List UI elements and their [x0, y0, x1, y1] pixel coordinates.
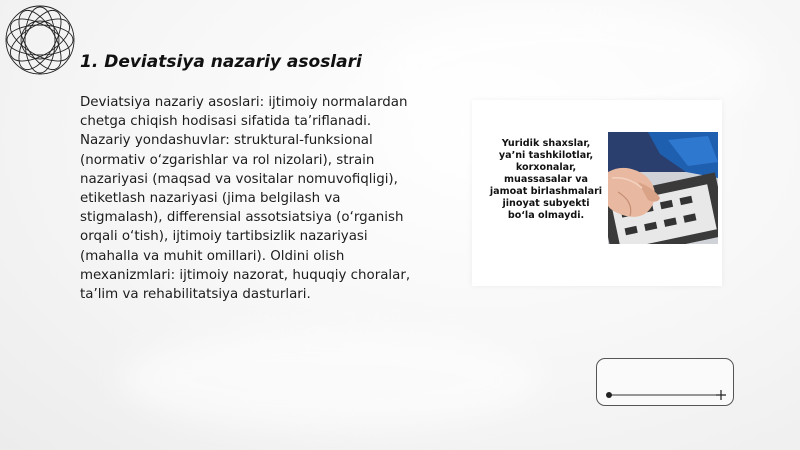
circular-ornament-icon [4, 4, 76, 76]
slide-title: 1. Deviatsiya nazariy asoslari [80, 52, 362, 72]
info-card [472, 100, 722, 286]
media-timeline-widget[interactable] [596, 358, 734, 406]
card-text: Yuridik shaxslar, ya’ni tashkilotlar, korxonalar, muassasalar va jamoat birlashmalari jinoyat subyekti bo‘la olmaydi. [489, 138, 603, 221]
timeline-slider[interactable] [597, 359, 733, 405]
hand-voting-ballot-photo [608, 132, 718, 244]
slide-body-text: Deviatsiya nazariy asoslari: ijtimoiy normalardan chetga chiqish hodisasi sifatida ta’riflanadi. Nazariy yondashuvlar: struktural-funksional (normativ o‘zgarishlar va rol nizolari), strain nazariyasi (maqsad va vositalar nomuvofiqligi), etiketlash nazariyasi (jima belgilash va stigmalash), differensial assotsiatsiya (o‘rganish orqali o‘tish), ijtimoiy tartibsizlik nazariyasi (mahalla va muhit omillari). Oldini olish mexanizmlari: ijtimoiy nazorat, huquqiy choralar, ta’lim va rehabilitatsiya dasturlari. [80, 95, 411, 303]
background-highlight [120, 330, 540, 430]
timeline-end-marker[interactable] [716, 390, 726, 400]
timeline-start-handle[interactable] [606, 392, 612, 398]
